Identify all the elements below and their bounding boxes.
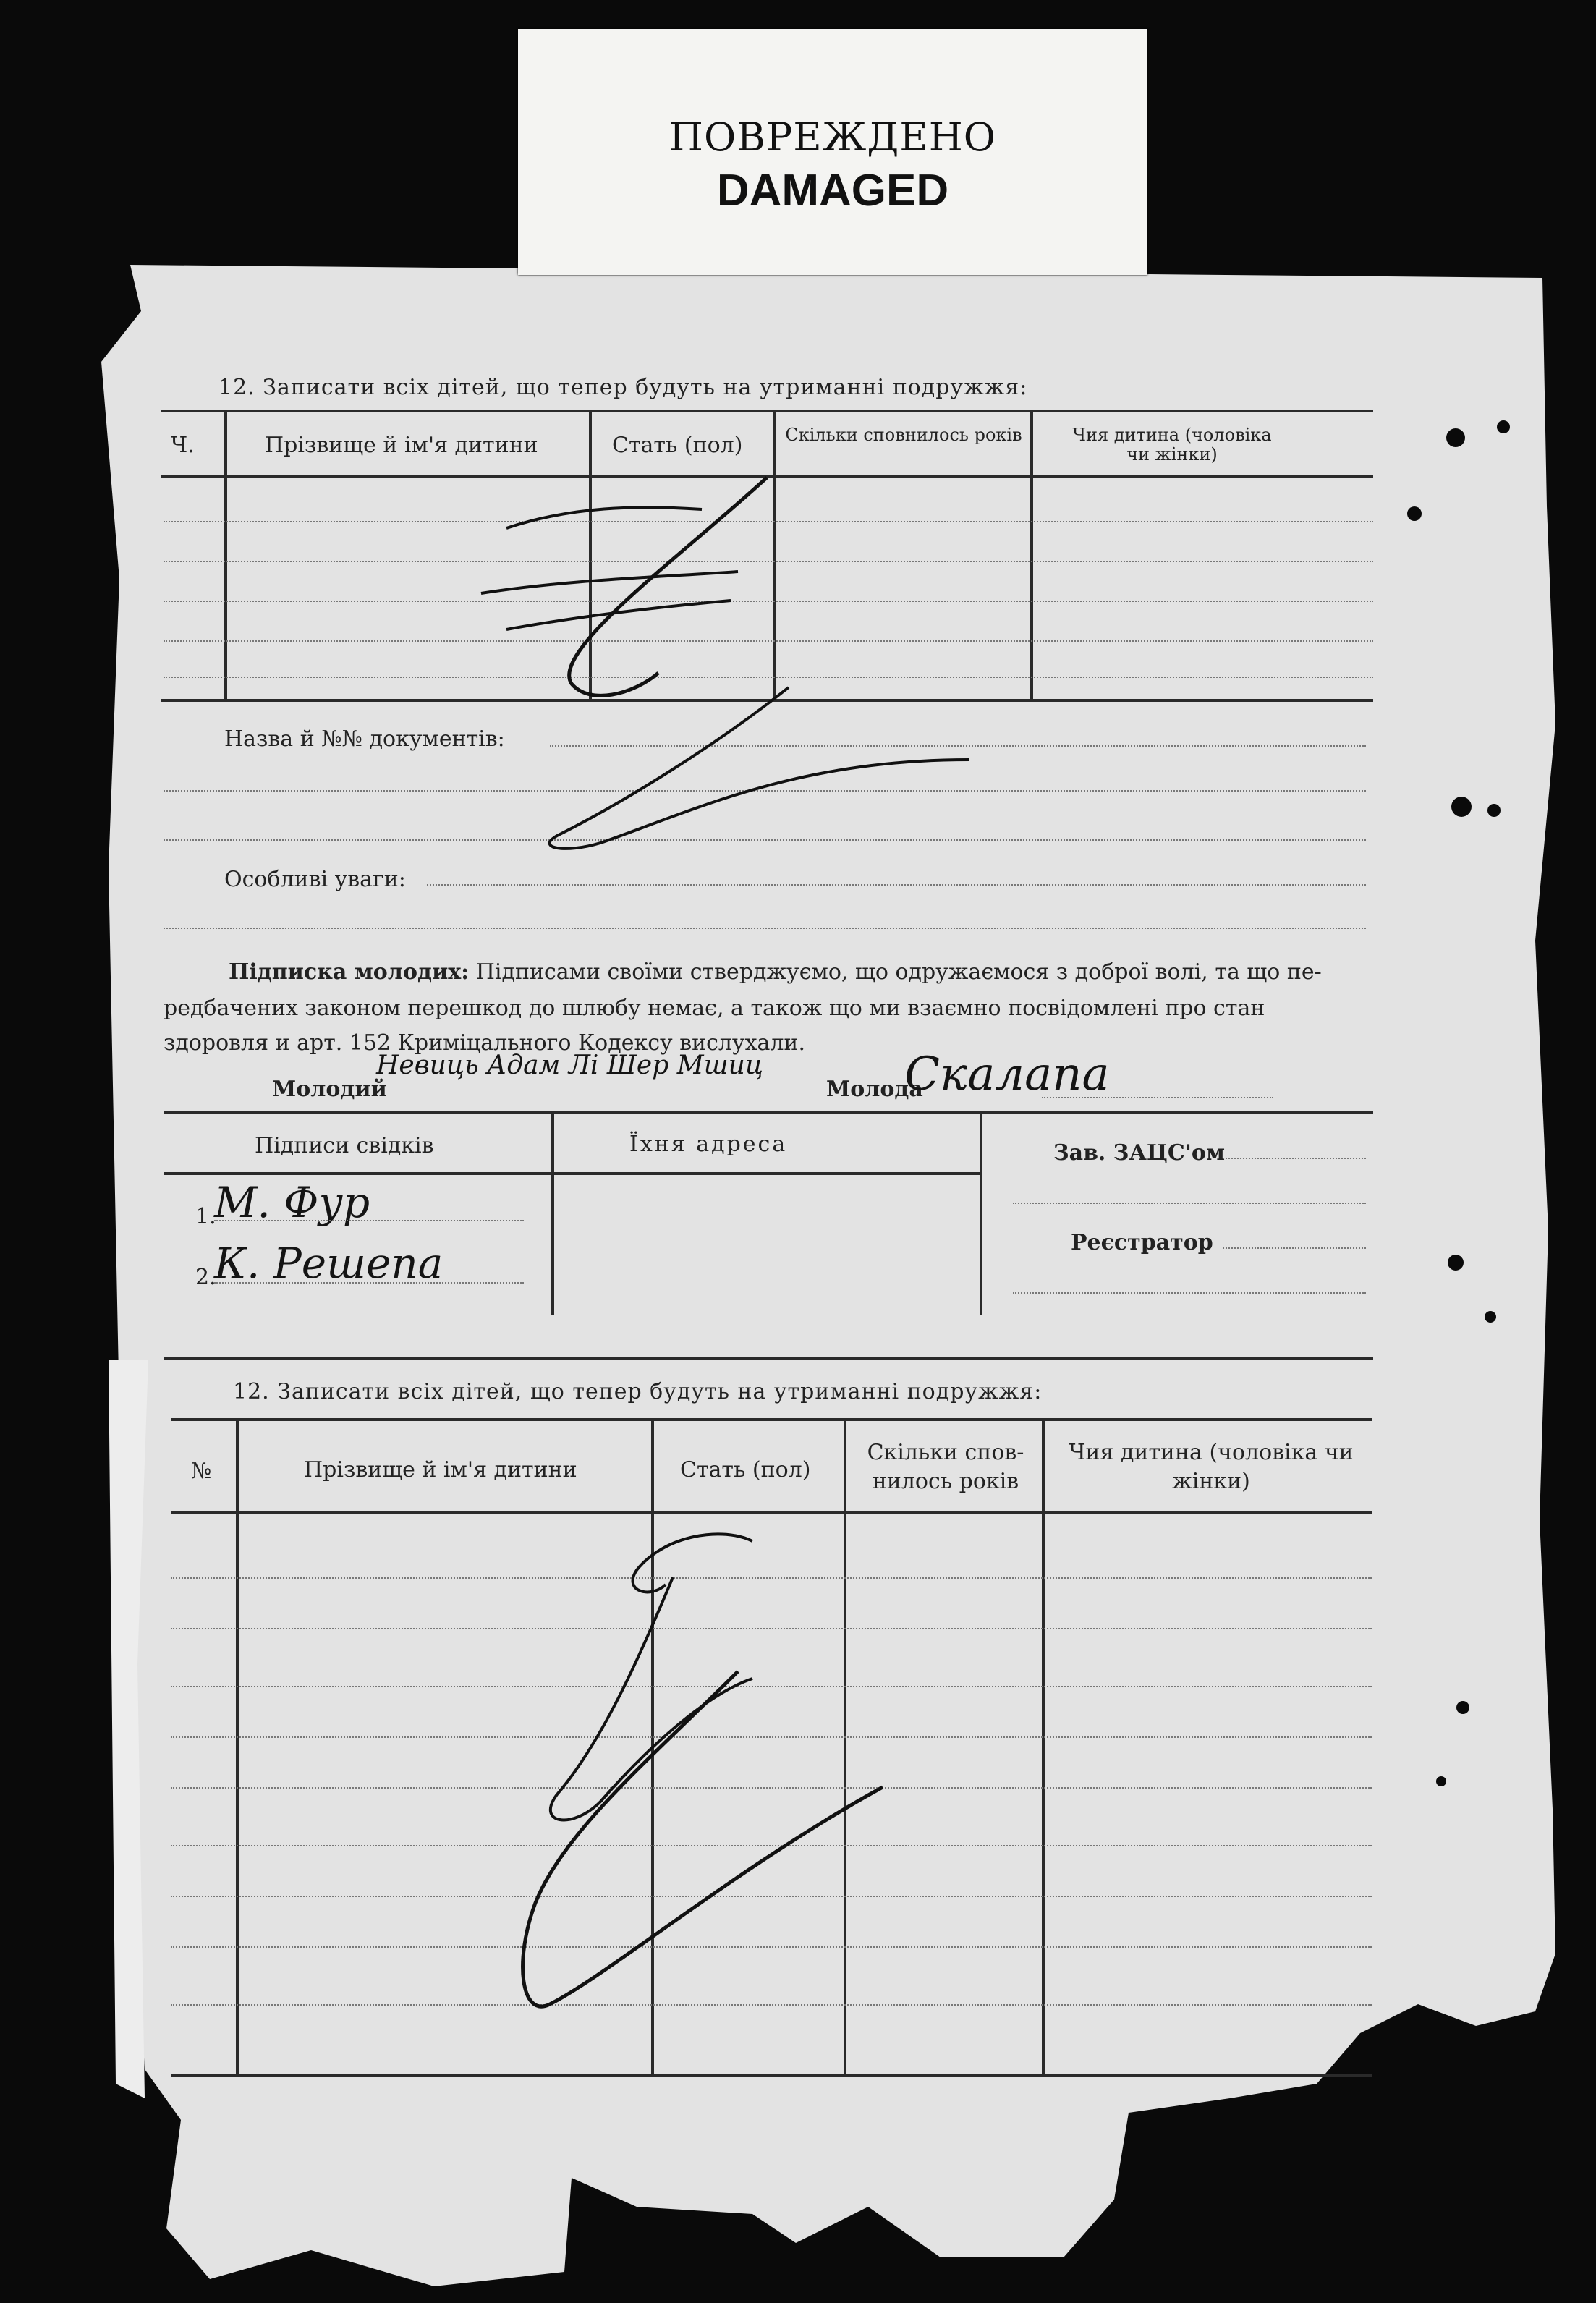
remarks-line [427,884,1366,886]
s2-col-number: № [191,1459,212,1484]
witness-1-line [214,1220,524,1221]
witness-1-signature: М. Фур [214,1178,370,1227]
section1-col-divider [1030,411,1033,700]
s2-col-age: Скільки спов-нилось років [867,1440,1024,1494]
strikeout-mark [434,1527,926,2026]
damaged-label-en: DAMAGED [716,166,949,216]
witness-2-line [214,1282,524,1284]
s1-col-owner: Чия дитина (чоловіка чи жінки) [1072,425,1272,465]
strikeout-mark [535,680,998,854]
section1-title: 12. Записати всіх дітей, що тепер будуть на утриманні подружжя: [218,375,1028,400]
registrar-line [1013,1292,1366,1294]
s1-col-number: Ч. [171,433,195,458]
bride-label: Молода [826,1077,923,1102]
bride-signature: Скалапа [904,1048,1110,1101]
damaged-label-card [518,29,1147,275]
remarks-line [164,928,1366,929]
witness-col-divider [551,1113,554,1315]
s2-col-owner: Чия дитина (чоловіка чи жінки) [1069,1440,1354,1494]
witness-bottom-rule [164,1357,1373,1360]
strikeout-mark [463,463,796,709]
bride-line [1042,1097,1273,1098]
pledge-line-3: здоровля и арт. 152 Криміцального Кодексу вислухали. [164,1030,805,1056]
witness-top-rule [164,1111,1373,1114]
section2-col-divider [236,1420,239,2075]
s1-col-sex: Стать (пол) [612,433,743,458]
section2-col-divider [1042,1420,1045,2075]
section2-title: 12. Записати всіх дітей, що тепер будуть на утриманні подружжя: [233,1379,1043,1404]
pledge-text-1: Підписами своїми стверджуємо, що одружаємося з доброї волі, та що пе- [475,959,1322,985]
head-label: Зав. ЗАЦС'ом [1053,1140,1225,1166]
address-header: Їхня адреса [629,1132,788,1157]
documents-label: Назва й №№ документів: [224,726,505,752]
registrar-label: Реєстратор [1071,1230,1213,1255]
s2-col-name: Прізвище й ім'я дитини [304,1457,577,1483]
registrar-line [1223,1247,1366,1249]
witness-1-number: 1. [195,1204,216,1229]
section2-top-rule [171,1418,1372,1421]
head-line [1013,1203,1366,1204]
witness-2-signature: К. Решепа [214,1239,443,1288]
head-line [1223,1158,1366,1159]
section1-col-divider [224,411,227,700]
section1-top-rule [161,410,1373,412]
pledge-lead: Підписка молодих: [229,959,470,985]
witness-2-number: 2. [195,1265,216,1290]
s2-col-sex: Стать (пол) [680,1457,811,1483]
s1-col-age: Скільки сповнилось років [785,425,1022,445]
witness-col-divider [980,1113,982,1315]
s1-col-name: Прізвище й ім'я дитини [265,433,538,458]
witness-header-rule [164,1172,981,1175]
groom-signature: Невиць Адам Лі Шер Мшиц [376,1051,763,1080]
section2-header-rule [171,1511,1372,1514]
groom-label: Молодий [272,1077,387,1102]
pledge-line-2: редбачених законом перешкод до шлюбу немає, а також що ми взаємно посвідомлені про стан [164,996,1265,1021]
witness-header: Підписи свідків [255,1133,434,1158]
remarks-label: Особливі уваги: [224,867,406,892]
damaged-label-ru: ПОВРЕЖДЕНО [668,114,997,160]
section2-bottom-rule [171,2074,1372,2077]
pledge-line-1 [229,959,1322,985]
